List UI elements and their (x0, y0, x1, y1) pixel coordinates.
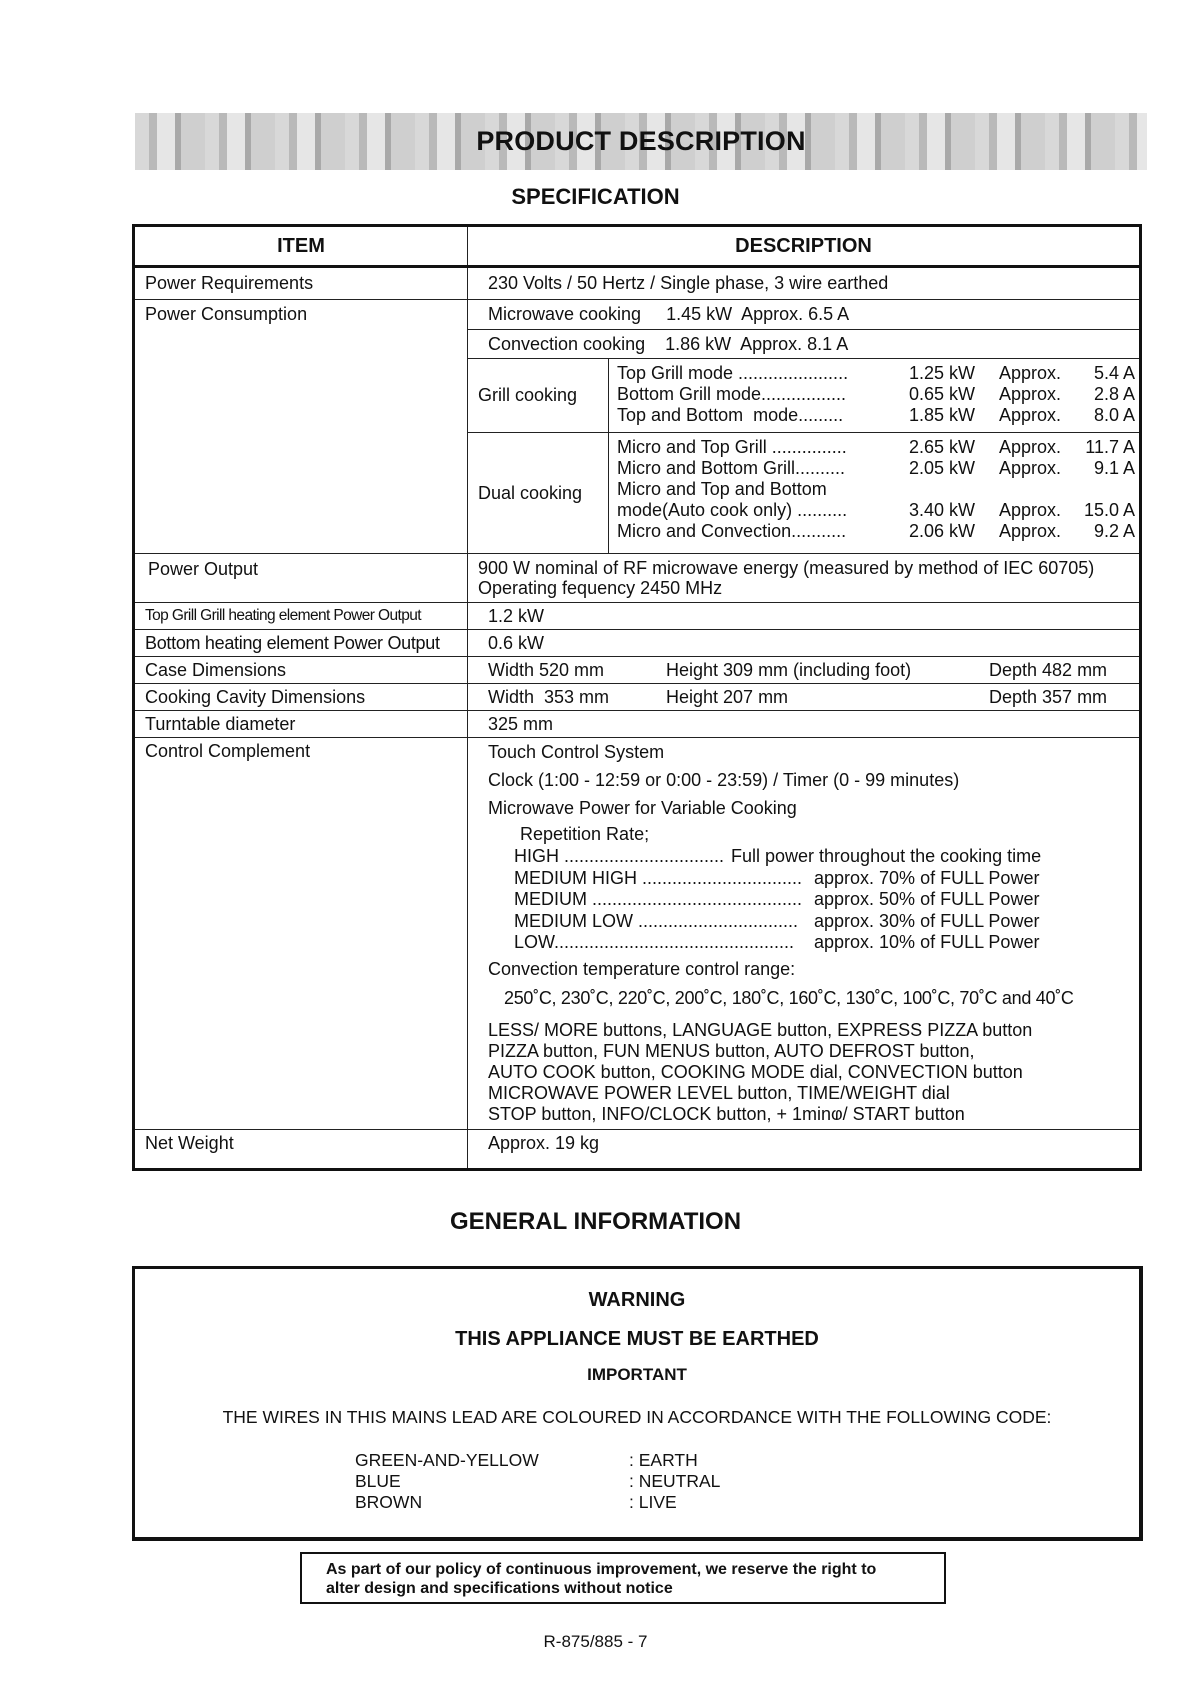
row-label (134, 603, 468, 630)
control-buttons-line: LESS/ MORE buttons, LANGUAGE button, EXPRESS PIZZA button (488, 1019, 1033, 1040)
text: Cooking Cavity Dimensions (145, 687, 366, 707)
power-level-description: Full power throughout the cooking time (731, 846, 1042, 866)
mode-approx: Approx. (999, 437, 1062, 457)
mode-name: Micro and Top and Bottom (617, 479, 827, 499)
table-row (134, 630, 1141, 657)
mode-name: Micro and Top Grill ............... (617, 437, 847, 457)
text: Clock (1:00 - 12:59 or 0:00 - 23:59) / Timer (0 - 99 minutes) (488, 770, 960, 790)
wire-colour: GREEN-AND-YELLOW (355, 1450, 539, 1470)
row-label (134, 684, 468, 711)
specification-table (132, 224, 1142, 1171)
row-label (134, 300, 468, 554)
table-header-row (134, 226, 1141, 267)
dual-mode-row (617, 521, 1139, 542)
wire-colour: BROWN (355, 1492, 423, 1512)
page-number: R-875/885 - 7 (543, 1632, 648, 1651)
text: 250˚C, 230˚C, 220˚C, 200˚C, 180˚C, 160˚C, 130˚C, 100˚C, 70˚C and 40˚C (504, 987, 1074, 1008)
product-description-banner (135, 113, 1147, 170)
text: Height 207 mm (666, 687, 789, 707)
power-level-name: MEDIUM .......................................... (514, 889, 803, 909)
mode-power: 2.65 kW (908, 437, 975, 457)
mode-approx: Approx. (999, 500, 1062, 520)
grill-mode-row (617, 363, 1139, 384)
dual-mode-row (617, 437, 1139, 458)
mode-name: Micro and Convection........... (617, 521, 847, 541)
row-value (468, 554, 1141, 603)
mode-approx: Approx. (999, 384, 1062, 404)
control-complement-details (468, 738, 1141, 1130)
mode-approx: Approx. (999, 363, 1062, 383)
improvement-notice (300, 1552, 946, 1604)
text: 0.6 kW (488, 633, 545, 653)
wire-code-row (355, 1492, 1139, 1513)
text: 325 mm (488, 714, 554, 734)
text: Microwave Power for Variable Cooking (488, 798, 797, 818)
text: Width 353 mm (488, 687, 610, 707)
mode-current: 9.1 A (1093, 458, 1135, 478)
wire-role: : EARTH (629, 1450, 698, 1470)
power-consumption-details (468, 300, 1141, 554)
power-level-row (488, 889, 1139, 911)
table-row (134, 684, 1141, 711)
power-level-row (488, 846, 1139, 868)
row-value (468, 630, 1141, 657)
row-value (468, 603, 1141, 630)
row-label (134, 657, 468, 684)
table-row (134, 603, 1141, 630)
control-buttons-line: PIZZA button, FUN MENUS button, AUTO DEFROST button, (488, 1040, 975, 1061)
specification-heading: SPECIFICATION (511, 184, 680, 209)
dual-mode-row (617, 479, 1139, 500)
text: Convection temperature control range: (488, 958, 796, 979)
text: 900 W nominal of RF microwave energy (measured by method of IEC 60705) (478, 558, 1095, 578)
text: Power Consumption (145, 304, 308, 324)
text: Bottom heating element Power Output (145, 633, 440, 653)
mode-current: 5.4 A (1093, 363, 1135, 383)
row-value (468, 267, 1141, 300)
control-buttons-line: STOP button, INFO/CLOCK button, + 1minⱷ/ START button (488, 1103, 965, 1124)
power-level-row (488, 932, 1139, 954)
mode-name: Bottom Grill mode................. (617, 384, 847, 404)
row-value (468, 684, 1141, 711)
power-level-name: LOW................................................ (514, 932, 795, 952)
text: Depth 482 mm (989, 660, 1108, 680)
convection-consumption: Convection cooking 1.86 kW Approx. 8.1 A (468, 330, 1139, 359)
mode-current: 2.8 A (1093, 384, 1135, 404)
power-level-description: approx. 30% of FULL Power (814, 910, 1040, 931)
wire-code-text: THE WIRES IN THIS MAINS LEAD ARE COLOURED IN ACCORDANCE WITH THE FOLLOWING CODE: (222, 1407, 1052, 1427)
text: Width 520 mm (488, 660, 605, 680)
warning-box (132, 1266, 1143, 1541)
wire-role: : NEUTRAL (629, 1471, 721, 1491)
general-information-heading: GENERAL INFORMATION (449, 1208, 742, 1235)
mode-approx: Approx. (999, 458, 1062, 478)
text: 230 Volts / 50 Hertz / Single phase, 3 wire earthed (488, 273, 889, 293)
mode-name: Top Grill mode ...................... (617, 363, 849, 383)
mode-approx (999, 479, 1083, 500)
grill-cooking-block (468, 359, 1139, 432)
dual-cooking-label: Dual cooking (468, 433, 609, 553)
wire-colour: BLUE (355, 1471, 401, 1491)
text: Height 309 mm (including foot) (666, 660, 912, 680)
text: Depth 357 mm (989, 687, 1108, 707)
mode-approx: Approx. (999, 405, 1062, 425)
table-row (134, 554, 1141, 603)
wire-code-row (355, 1471, 1139, 1492)
mode-current (1083, 479, 1135, 500)
text: 1.2 kW (488, 606, 545, 626)
table-row (134, 267, 1141, 300)
mode-current: 15.0 A (1083, 500, 1135, 520)
text: Repetition Rate; (520, 824, 650, 844)
text: Approx. 19 kg (488, 1132, 600, 1153)
mode-power: 2.05 kW (908, 458, 975, 478)
mode-name: mode(Auto cook only) .......... (617, 500, 848, 520)
table-row (134, 711, 1141, 738)
text: Touch Control System (488, 742, 665, 762)
mode-current: 11.7 A (1085, 437, 1135, 457)
text: Operating fequency 2450 MHz (478, 578, 723, 598)
power-level-name: MEDIUM LOW ................................ (514, 910, 799, 931)
row-label (134, 554, 468, 603)
row-value (468, 711, 1141, 738)
mode-power: 0.65 kW (908, 384, 975, 404)
header-item: ITEM (134, 226, 468, 267)
power-level-description: approx. 50% of FULL Power (814, 889, 1040, 909)
control-buttons-line: AUTO COOK button, COOKING MODE dial, CONVECTION button (488, 1061, 1023, 1082)
text: Top Grill Grill heating element Power Output (145, 607, 421, 624)
mode-power: 3.40 kW (908, 500, 975, 520)
text: Control Complement (145, 741, 311, 761)
header-description: DESCRIPTION (468, 226, 1141, 267)
notice-line-1: As part of our policy of continuous improvement, we reserve the right to (326, 1561, 877, 1578)
dual-cooking-block (468, 432, 1139, 553)
power-level-name: HIGH ................................ (514, 846, 725, 866)
dual-mode-row (617, 458, 1139, 479)
power-level-row (488, 868, 1139, 890)
microwave-consumption: Microwave cooking 1.45 kW Approx. 6.5 A (468, 300, 1139, 330)
mode-power (879, 479, 999, 500)
mode-name: Micro and Bottom Grill.......... (617, 458, 846, 478)
table-row (134, 300, 1141, 554)
power-level-description: approx. 70% of FULL Power (814, 867, 1040, 888)
text: Case Dimensions (145, 660, 287, 680)
text: Turntable diameter (145, 714, 296, 734)
power-level-description: approx. 10% of FULL Power (814, 932, 1040, 952)
mode-power: 2.06 kW (908, 521, 975, 541)
row-label (134, 738, 468, 1130)
text: Power Output (148, 559, 259, 579)
grill-mode-row (617, 384, 1139, 405)
control-buttons-line: MICROWAVE POWER LEVEL button, TIME/WEIGHT dial (488, 1082, 950, 1103)
row-value (468, 657, 1141, 684)
table-row (134, 738, 1141, 1130)
grill-cooking-label: Grill cooking (468, 359, 609, 432)
row-label (134, 267, 468, 300)
text: Net Weight (145, 1132, 234, 1153)
dual-mode-row (617, 500, 1139, 521)
row-label (134, 630, 468, 657)
power-level-row (488, 911, 1139, 933)
mode-power: 1.25 kW (908, 363, 975, 383)
mode-power: 1.85 kW (908, 405, 975, 425)
mode-name: Top and Bottom mode......... (617, 405, 844, 425)
power-level-name: MEDIUM HIGH ................................ (514, 867, 803, 888)
table-row (134, 657, 1141, 684)
earthed-notice: THIS APPLIANCE MUST BE EARTHED (455, 1328, 819, 1350)
grill-mode-row (617, 405, 1139, 426)
mode-current: 9.2 A (1093, 521, 1135, 541)
row-label (134, 711, 468, 738)
table-row (134, 1129, 1141, 1169)
wire-role: : LIVE (629, 1492, 677, 1512)
mode-approx: Approx. (999, 521, 1062, 541)
notice-line-2: alter design and specifications without notice (326, 1580, 673, 1597)
banner-title: PRODUCT DESCRIPTION (476, 126, 806, 156)
warning-title: WARNING (588, 1289, 686, 1311)
row-value (468, 1129, 1141, 1169)
wire-code-row (355, 1450, 1139, 1471)
text: Power Requirements (145, 273, 314, 293)
important-label: IMPORTANT (587, 1365, 687, 1384)
row-label (134, 1129, 468, 1169)
mode-current: 8.0 A (1093, 405, 1135, 425)
